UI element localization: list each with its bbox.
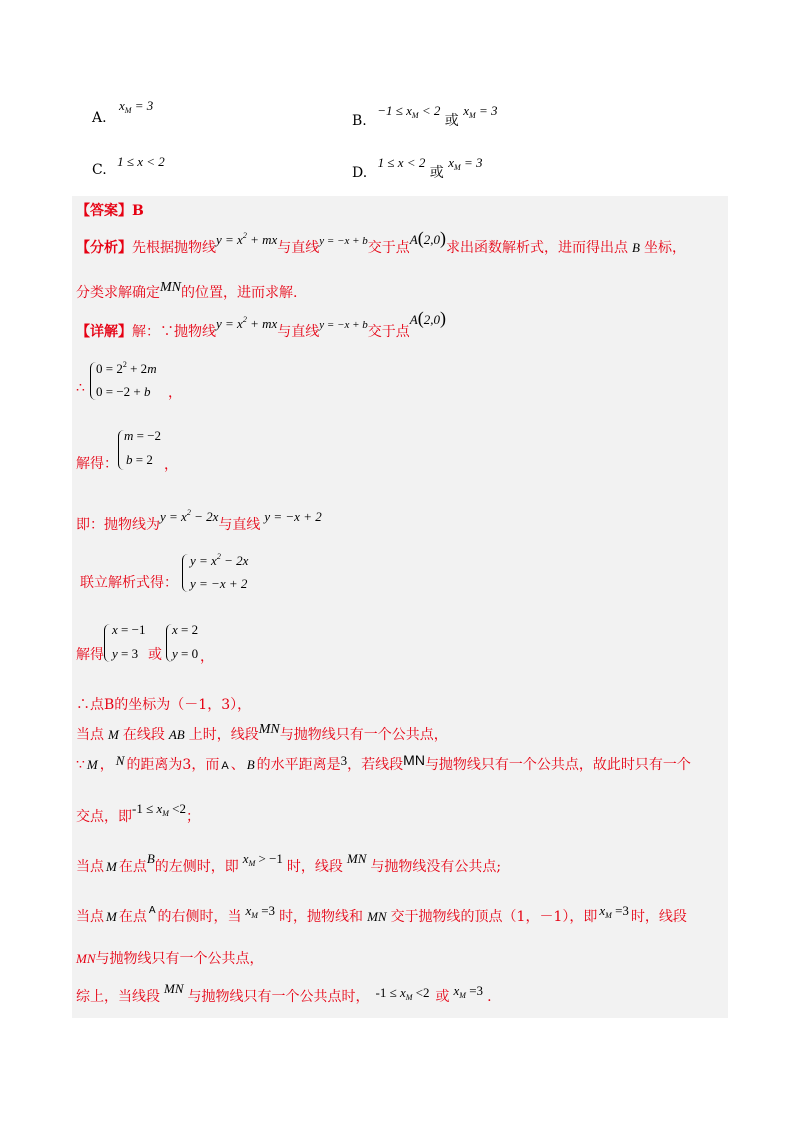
- case2-line: [76, 851, 502, 876]
- conclusion-math-1: $-1 \le x_M <2$: [375, 985, 430, 1002]
- system1-row1: $0 = 2^2 + 2m$: [96, 360, 157, 376]
- detail-text: ，若线段: [347, 757, 404, 773]
- solve2-label: 解得: [76, 647, 104, 663]
- answer-value: B: [132, 203, 144, 219]
- system4-or: 或: [148, 647, 162, 663]
- option-b-or: 或: [444, 113, 459, 129]
- detail-text: 时，线段: [286, 859, 343, 875]
- option-a: [92, 98, 154, 126]
- detail-text: 的左侧时，即: [154, 859, 239, 875]
- detail-text: 交于点: [367, 324, 410, 340]
- detail-tag: 【详解】: [76, 324, 132, 340]
- system5-comma: ，: [200, 649, 214, 665]
- detail-text: 与抛物线只有一个公共点，: [95, 951, 264, 967]
- case3-line: [76, 903, 687, 926]
- case2-b: B: [146, 851, 155, 866]
- option-d-math-2: $x_M = 3$: [448, 155, 483, 172]
- detail-text: 的距离为3，而: [126, 757, 220, 773]
- case1-m: M: [108, 727, 119, 742]
- system5-row1: x = 2: [172, 622, 199, 637]
- ie-line: [76, 508, 322, 533]
- case3-m: M: [106, 909, 117, 924]
- system4-row1: x = −1: [112, 622, 146, 637]
- case3-math-1: $x_M =3$: [245, 903, 276, 920]
- system-brace-3: [182, 554, 189, 592]
- detail-text: 在点: [118, 859, 147, 875]
- analysis-line-2: [76, 282, 297, 302]
- detail-text: 上时，线段: [188, 727, 259, 743]
- option-a-label: A.: [92, 110, 107, 126]
- option-a-math: $x_M = 3$: [119, 98, 154, 115]
- case3-a: A: [148, 905, 156, 916]
- analysis-text: 的位置，进而求解.: [181, 285, 298, 301]
- detail-parabola: $y = x^2$ + mx: [216, 315, 278, 331]
- option-b-math-2: $x_M = 3$: [463, 103, 498, 120]
- case1-ab: AB: [168, 727, 185, 742]
- because-b: B: [246, 757, 255, 772]
- answer-tag: 【答案】: [76, 203, 132, 219]
- case3-math-2: $x_M =3$: [599, 903, 629, 920]
- system4-row2: y = 3: [112, 646, 139, 661]
- conclusion-line: [76, 981, 492, 1006]
- detail-line-eq: y = −x + b: [319, 319, 368, 331]
- because-a: A: [221, 760, 229, 772]
- detail-text: ；: [186, 809, 201, 825]
- detail-text: 与抛物线没有公共点;: [370, 859, 502, 875]
- option-d-math-1: 1 ≤ x < 2: [377, 155, 426, 170]
- option-c-label: C.: [92, 162, 107, 178]
- detail-text: 在点: [118, 909, 147, 925]
- system2-row2: b = 2: [126, 452, 153, 467]
- analysis-line-eq: y = −x + b: [319, 235, 368, 247]
- detail-text: 与抛物线只有一个公共点时，: [187, 989, 370, 1005]
- joint-label: 联立解析式得：: [80, 575, 178, 591]
- case2-m: M: [106, 859, 117, 874]
- analysis-parabola: $y = x^2$ + mx: [216, 231, 278, 247]
- detail-text: 在线段: [122, 727, 165, 743]
- continuation-math: $-1 \le x_M <2$: [132, 801, 187, 818]
- ie-line-eq: y = −x + 2: [264, 509, 322, 524]
- detail-text: 的右侧时，当: [157, 909, 242, 925]
- detail-point-a: A(2,0): [409, 308, 446, 328]
- case3-mn: MN: [367, 909, 387, 924]
- detail-text: 时，线段: [630, 909, 687, 925]
- case2-mn: MN: [346, 851, 367, 866]
- system5-row2: y = 0: [172, 646, 199, 661]
- detail-text: 或: [435, 989, 450, 1005]
- detail-text: 与直线: [218, 517, 261, 533]
- system2-row1: m = −2: [124, 428, 162, 443]
- system1-row2: 0 = −2 + b: [96, 384, 151, 399]
- system1-comma: ，: [168, 385, 182, 401]
- option-d-or: 或: [429, 165, 444, 181]
- option-b: [352, 100, 498, 129]
- system-brace-4: [104, 624, 111, 662]
- detail-text: 当点: [76, 727, 104, 743]
- b-coordinate: ∴点B的坐标为（－1，3），: [76, 697, 252, 713]
- continuation-line: [76, 801, 201, 826]
- detail-text: 综上，当线段: [76, 989, 160, 1005]
- option-c: [92, 154, 165, 178]
- system2-comma: ，: [164, 457, 178, 473]
- detail-text: .: [487, 989, 492, 1005]
- answer-line: [76, 200, 144, 220]
- detail-text: 当点: [76, 909, 104, 925]
- analysis-mn: MN: [160, 280, 181, 295]
- because-n: N: [115, 753, 125, 768]
- system3-row2: y = −x + 2: [190, 576, 248, 591]
- detail-text: 当点: [76, 859, 104, 875]
- because-line: [76, 754, 691, 774]
- detail-text: 时，抛物线和: [279, 909, 364, 925]
- case3-line-2: [76, 948, 264, 968]
- detail-text: 交于抛物线的顶点（1，－1），即: [390, 909, 598, 925]
- case1-mn: MN: [258, 722, 280, 737]
- ie-parabola: $y = x^2 - 2x$: [160, 508, 219, 524]
- detail-text: 与直线: [277, 324, 320, 340]
- analysis-text: 先根据抛物线: [132, 240, 216, 256]
- option-b-label: B.: [352, 113, 367, 129]
- solve-label: 解得：: [76, 456, 118, 472]
- conclusion-mn: MN: [164, 981, 184, 996]
- because-m: M: [86, 757, 98, 772]
- case3b-mn: MN: [76, 951, 96, 966]
- because-mn: MN: [403, 752, 425, 768]
- analysis-tag: 【分析】: [76, 240, 132, 256]
- analysis-line-1: [76, 228, 686, 257]
- option-d-label: D.: [352, 165, 368, 181]
- analysis-text: 交于点: [367, 240, 410, 256]
- analysis-text: 与直线: [277, 240, 320, 256]
- analysis-text: 求出函数解析式，进而得出点: [446, 240, 628, 256]
- option-d: [352, 152, 483, 181]
- detail-text: 与抛物线只有一个公共点，: [279, 727, 448, 743]
- detail-line-1: [76, 308, 446, 341]
- detail-text: 解：∵抛物线: [132, 324, 216, 340]
- analysis-text: 坐标，: [643, 240, 686, 256]
- conclusion-math-2: $x_M =3$: [453, 983, 484, 1000]
- detail-text: 交点，即: [76, 809, 132, 825]
- detail-text: 即：抛物线为: [76, 517, 160, 533]
- analysis-b: B: [632, 240, 640, 255]
- case1-line: [76, 724, 448, 744]
- option-c-math: 1 ≤ x < 2: [117, 154, 165, 169]
- system3-row1: $y = x^2 - 2x$: [190, 552, 249, 568]
- analysis-text: 分类求解确定: [76, 285, 160, 301]
- therefore-symbol: ∴: [76, 380, 85, 396]
- because-3: 3: [340, 753, 348, 768]
- detail-text: 与抛物线只有一个公共点，故此时只有一个: [424, 757, 691, 773]
- detail-text: ，: [99, 757, 114, 773]
- detail-text: 、: [230, 757, 245, 773]
- detail-text: ∵: [76, 757, 85, 773]
- case2-math: $x_M > -1$: [242, 851, 283, 868]
- detail-text: 的水平距离是: [256, 757, 341, 773]
- option-b-math-1: $-1 \le x_M < 2$: [377, 103, 441, 120]
- analysis-point-a: A(2,0): [409, 228, 446, 248]
